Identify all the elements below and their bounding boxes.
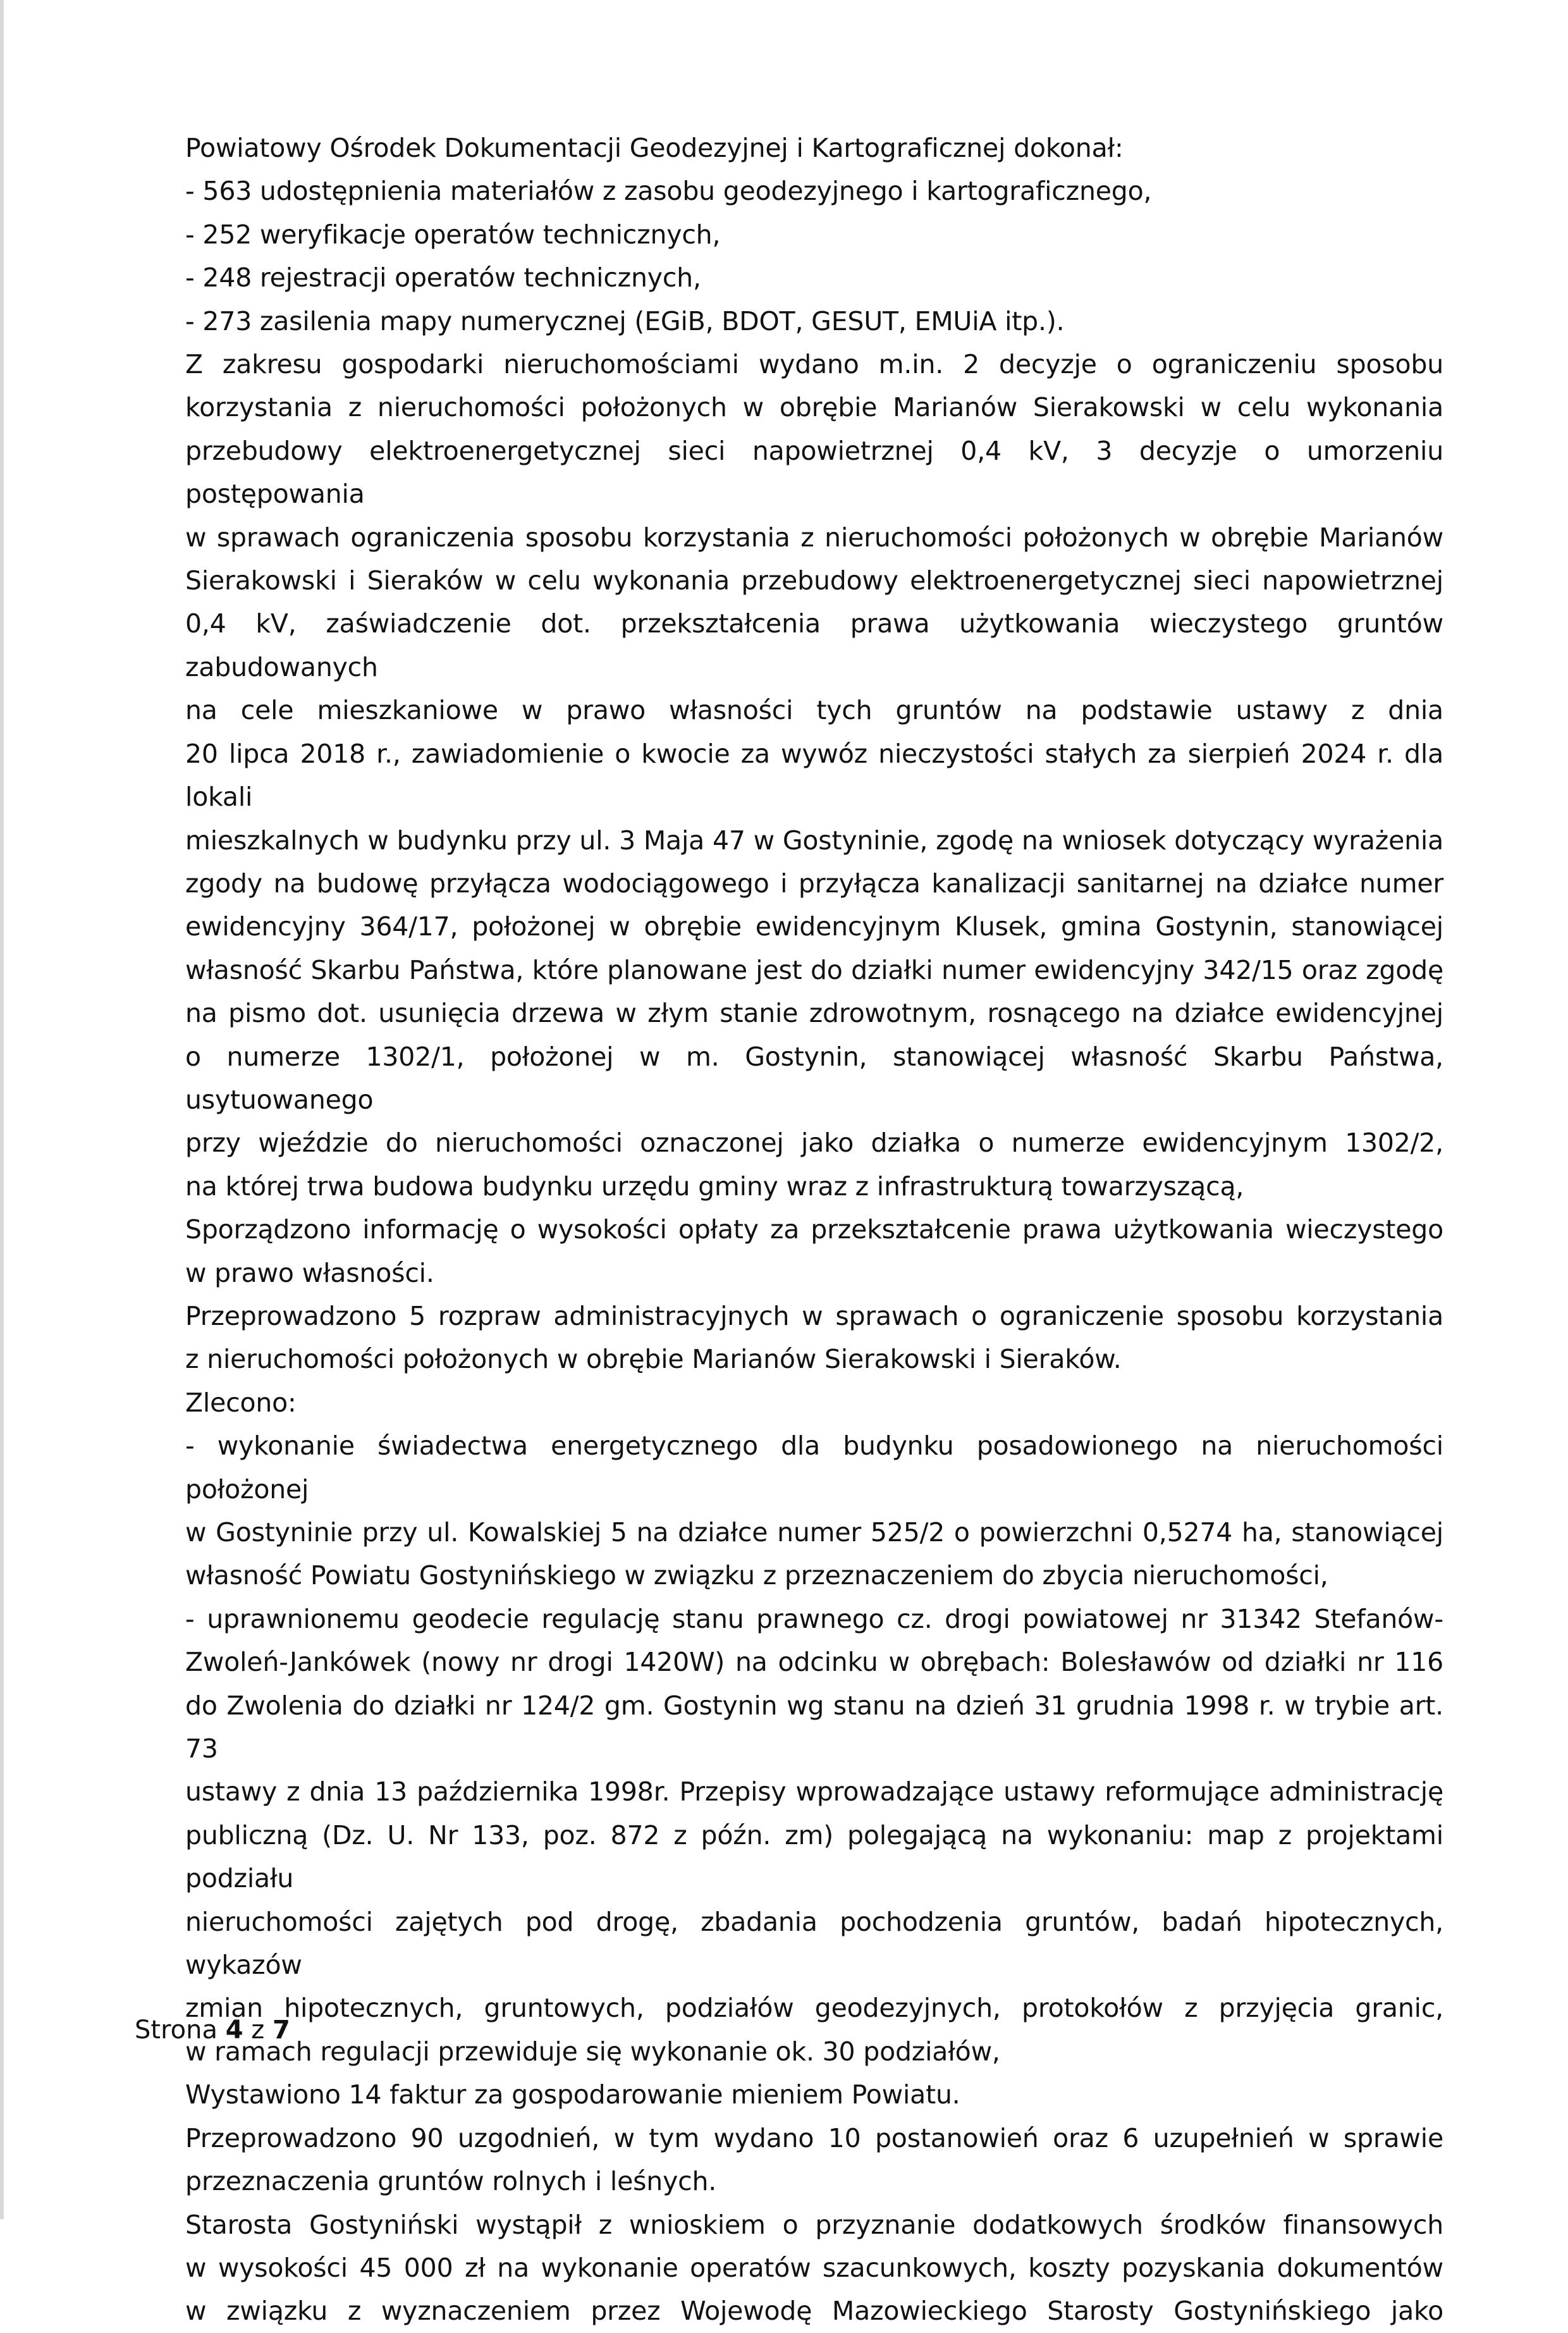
text-line: ewidencyjny 364/17, położonej w obrębie ewidencyjnym Klusek, gmina Gostynin, stanowiącej (185, 911, 1443, 942)
text-line: w ramach regulacji przewiduje się wykonanie ok. 30 podziałów, (185, 2036, 1000, 2067)
text-line: w związku z wyznaczeniem przez Wojewodę Mazowieckiego Starosty Gostynińskiego jako (185, 2296, 1443, 2327)
text-line: Powiatowy Ośrodek Dokumentacji Geodezyjnej i Kartograficznej dokonał: (185, 133, 1124, 163)
text-line: Z zakresu gospodarki nieruchomościami wydano m.in. 2 decyzje o ograniczeniu sposobu (185, 349, 1443, 380)
text-line: - 563 udostępnienia materiałów z zasobu geodezyjnego i kartograficznego, (185, 176, 1152, 207)
text-line: Sporządzono informację o wysokości opłaty za przekształcenie prawa użytkowania wieczystego (185, 1214, 1443, 1245)
text-line: - 273 zasilenia mapy numerycznej (EGiB, BDOT, GESUT, EMUiA itp.). (185, 305, 1065, 336)
text-line: zgody na budowę przyłącza wodociągowego i przyłącza kanalizacji sanitarnej na działce numer (185, 868, 1443, 899)
page-footer (135, 2015, 290, 2045)
text-line: w sprawach ograniczenia sposobu korzystania z nieruchomości położonych w obrębie Marianów (185, 522, 1443, 553)
footer-page-total: 7 (272, 2016, 290, 2045)
text-line: publiczną (Dz. U. Nr 133, poz. 872 z późn. zm) polegającą na wykonaniu: map z projektami podziału (185, 1819, 1443, 1894)
footer-page-number: 4 (225, 2016, 243, 2045)
text-line: własność Skarbu Państwa, które planowane jest do działki numer ewidencyjny 342/15 oraz zgodę (185, 954, 1443, 985)
footer-separator: z (251, 2016, 265, 2045)
scan-edge (0, 0, 4, 2219)
text-line: Wystawiono 14 faktur za gospodarowanie mieniem Powiatu. (185, 2079, 960, 2110)
text-line: na której trwa budowa budynku urzędu gminy wraz z infrastrukturą towarzyszącą, (185, 1171, 1244, 1202)
text-line: Zwoleń-Jankówek (nowy nr drogi 1420W) na odcinku w obrębach: Bolesławów od działki nr 116 (185, 1647, 1443, 1678)
text-line: nieruchomości zajętych pod drogę, zbadania pochodzenia gruntów, badań hipotecznych, wykazów (185, 1906, 1443, 1981)
text-line: Starosta Gostyniński wystąpił z wnioskiem o przyznanie dodatkowych środków finansowych (185, 2209, 1443, 2240)
text-line: na pismo dot. usunięcia drzewa w złym stanie zdrowotnym, rosnącego na działce ewidencyjnej (185, 998, 1443, 1029)
text-line: w Gostyninie przy ul. Kowalskiej 5 na działce numer 525/2 o powierzchni 0,5274 ha, stanowiącej (185, 1517, 1443, 1548)
text-line: ustawy z dnia 13 października 1998r. Przepisy wprowadzające ustawy reformujące administrację (185, 1776, 1443, 1807)
text-line: przeznaczenia gruntów rolnych i leśnych. (185, 2166, 717, 2197)
text-line: Przeprowadzono 5 rozpraw administracyjnych w sprawach o ograniczenie sposobu korzystania (185, 1300, 1443, 1331)
text-line: do Zwolenia do działki nr 124/2 gm. Gostynin wg stanu na dzień 31 grudnia 1998 r. w trybie art. 73 (185, 1690, 1443, 1764)
text-line: przy wjeździe do nieruchomości oznaczonej jako działka o numerze ewidencyjnym 1302/2, (185, 1128, 1443, 1159)
text-line: - uprawnionemu geodecie regulację stanu prawnego cz. drogi powiatowej nr 31342 Stefanów- (185, 1603, 1443, 1634)
text-line: 0,4 kV, zaświadczenie dot. przekształcenia prawa użytkowania wieczystego gruntów zabudowanych (185, 608, 1443, 682)
body-text (185, 126, 1443, 2333)
text-line: korzystania z nieruchomości położonych w obrębie Marianów Sierakowski w celu wykonania (185, 392, 1443, 423)
text-line: Sierakowski i Sieraków w celu wykonania przebudowy elektroenergetycznej sieci napowietrznej (185, 565, 1443, 596)
text-line: z nieruchomości położonych w obrębie Marianów Sierakowski i Sieraków. (185, 1344, 1122, 1375)
text-line: - 248 rejestracji operatów technicznych, (185, 262, 701, 293)
text-line: na cele mieszkaniowe w prawo własności tych gruntów na podstawie ustawy z dnia (185, 695, 1443, 726)
text-line: - wykonanie świadectwa energetycznego dla budynku posadowionego na nieruchomości położonej (185, 1431, 1443, 1505)
text-line: własność Powiatu Gostynińskiego w związku z przeznaczeniem do zbycia nieruchomości, (185, 1560, 1328, 1591)
text-line: zmian hipotecznych, gruntowych, podziałów geodezyjnych, protokołów z przyjęcia granic, (185, 1993, 1443, 2024)
text-line: - 252 weryfikacje operatów technicznych, (185, 219, 721, 250)
text-line: w wysokości 45 000 zł na wykonanie operatów szacunkowych, koszty pozyskania dokumentów (185, 2252, 1443, 2283)
text-line: Zlecono: (185, 1387, 297, 1418)
text-line: 20 lipca 2018 r., zawiadomienie o kwocie za wywóz nieczystości stałych za sierpień 2024 r. dla lokali (185, 738, 1443, 813)
text-line: mieszkalnych w budynku przy ul. 3 Maja 47 w Gostyninie, zgodę na wniosek dotyczący wyrażenia (185, 825, 1443, 856)
footer-label: Strona (135, 2016, 217, 2045)
text-line: przebudowy elektroenergetycznej sieci napowietrznej 0,4 kV, 3 decyzje o umorzeniu postępowania (185, 435, 1443, 510)
text-line: w prawo własności. (185, 1257, 434, 1288)
text-line: Przeprowadzono 90 uzgodnień, w tym wydano 10 postanowień oraz 6 uzupełnień w sprawie (185, 2122, 1443, 2153)
text-line: o numerze 1302/1, położonej w m. Gostynin, stanowiącej własność Skarbu Państwa, usytuowanego (185, 1041, 1443, 1115)
